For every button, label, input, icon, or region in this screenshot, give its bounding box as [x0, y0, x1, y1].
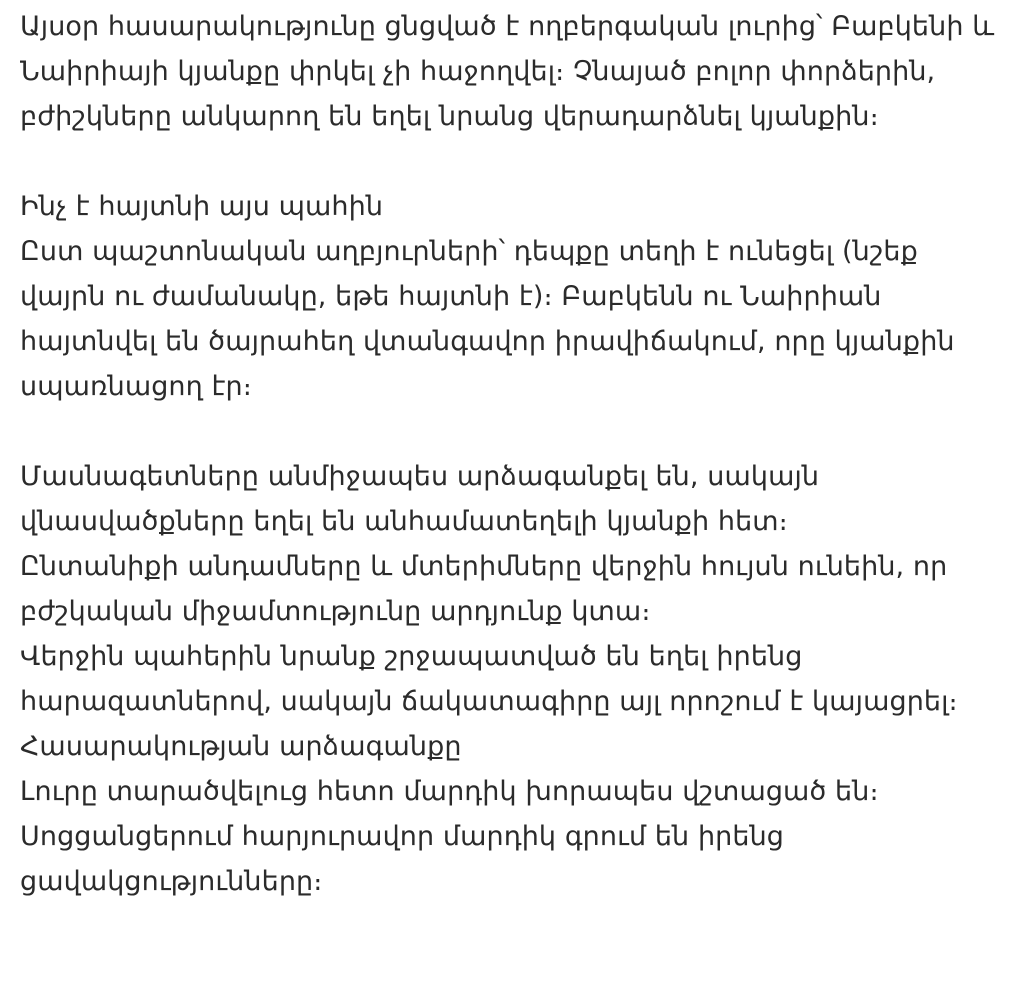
text-line: վնասվածքները եղել են անհամատեղելի կյանքի հետ։: [20, 506, 788, 537]
text-line: սպառնացող էր։: [20, 371, 252, 402]
known-facts-section: [20, 184, 1015, 409]
public-reaction-section: [20, 724, 1015, 904]
text-line: հարազատներով, սակայն ճակատագիրը այլ որոշում է կայացրել։: [20, 686, 958, 717]
section-heading: Հասարակության արձագանքը: [20, 731, 462, 762]
text-line: հայտնվել են ծայրահեղ վտանգավոր իրավիճակում, որը կյանքին: [20, 326, 955, 357]
intro-paragraph: [20, 4, 1015, 139]
text-line: Ընտանիքի անդամները և մտերիմները վերջին հույսն ունեին, որ: [20, 551, 948, 582]
details-paragraph: [20, 454, 1015, 724]
text-line: ցավակցությունները։: [20, 866, 323, 897]
text-line: Ըստ պաշտոնական աղբյուրների՝ դեպքը տեղի է ունեցել (նշեք: [20, 236, 918, 267]
text-line: Սոցցանցերում հարյուրավոր մարդիկ գրում են իրենց: [20, 821, 784, 852]
text-line: Վերջին պահերին նրանք շրջապատված են եղել իրենց: [20, 641, 803, 672]
text-line: Մասնագետները անմիջապես արձագանքել են, սակայն: [20, 461, 820, 492]
text-line: վայրն ու ժամանակը, եթե հայտնի է)։ Բաբկենն ու Նաիրիան: [20, 281, 882, 312]
text-line: Այսօր հասարակությունը ցնցված է ողբերգական լուրից՝ Բաբկենի և: [20, 11, 995, 42]
section-heading: Ինչ է հայտնի այս պահին: [20, 191, 384, 222]
text-line: բժիշկները անկարող են եղել նրանց վերադարձնել կյանքին։: [20, 101, 879, 132]
text-line: Լուրը տարածվելուց հետո մարդիկ խորապես վշտացած են։: [20, 776, 879, 807]
paragraph-spacer: [20, 409, 1015, 454]
paragraph-spacer: [20, 139, 1015, 184]
text-line: բժշկական միջամտությունը արդյունք կտա։: [20, 596, 651, 627]
text-line: Նաիրիայի կյանքը փրկել չի հաջողվել։ Չնայած բոլոր փորձերին,: [20, 56, 936, 87]
article-body: [20, 4, 1015, 904]
